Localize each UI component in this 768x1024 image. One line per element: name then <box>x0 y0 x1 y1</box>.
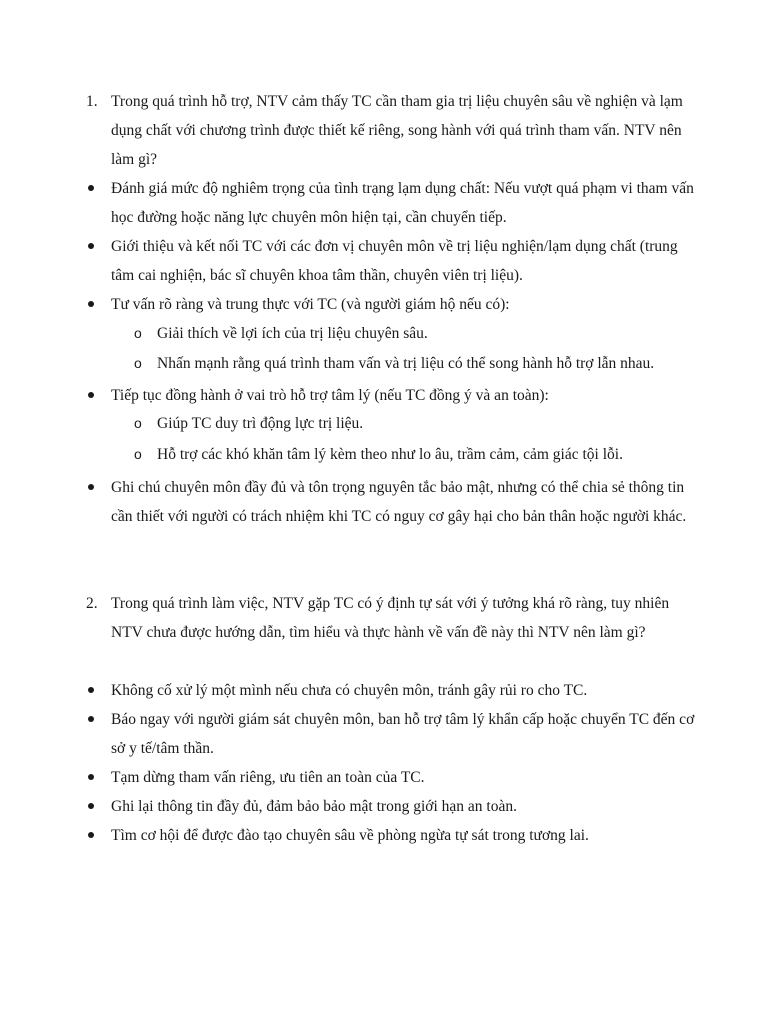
list-item: Ghi chú chuyên môn đầy đủ và tôn trọng nguyên tắc bảo mật, nhưng có thể chia sẻ thông tin cần thiết với người có trách nhiệm khi TC có nguy cơ gây hại cho bản thân hoặc người khác. <box>111 479 687 525</box>
bullet-icon <box>88 716 94 722</box>
sub-bullet-icon: o <box>134 415 142 431</box>
bullet-icon <box>88 185 94 191</box>
sub-list-item: Giúp TC duy trì động lực trị liệu. <box>157 415 364 432</box>
bullet-icon <box>88 774 94 780</box>
bullet-icon <box>88 803 94 809</box>
list-item: Tìm cơ hội để được đào tạo chuyên sâu về phòng ngừa tự sát trong tương lai. <box>111 827 589 844</box>
list-item: Tiếp tục đồng hành ở vai trò hỗ trợ tâm lý (nếu TC đồng ý và an toàn): <box>111 387 549 404</box>
bullet-icon <box>88 687 94 693</box>
bullet-icon <box>88 392 94 398</box>
bullet-icon <box>88 301 94 307</box>
question-number: 1. <box>86 93 98 110</box>
bullet-icon <box>88 832 94 838</box>
list-item: Giới thiệu và kết nối TC với các đơn vị chuyên môn về trị liệu nghiện/lạm dụng chất (trung tâm cai nghiện, bác sĩ chuyên khoa tâm thần, chuyên viên trị liệu). <box>111 238 678 284</box>
list-item: Ghi lại thông tin đầy đủ, đảm bảo bảo mật trong giới hạn an toàn. <box>111 798 517 815</box>
sub-bullet-icon: o <box>134 355 142 371</box>
bullet-icon <box>88 243 94 249</box>
list-item: Không cố xử lý một mình nếu chưa có chuyên môn, tránh gây rủi ro cho TC. <box>111 682 588 699</box>
question-text: Trong quá trình hỗ trợ, NTV cảm thấy TC cần tham gia trị liệu chuyên sâu về nghiện và lạm dụng chất với chương trình được thiết kế riêng, song hành với quá trình tham vấn. NTV nên làm gì? <box>111 93 683 168</box>
list-item: Đánh giá mức độ nghiêm trọng của tình trạng lạm dụng chất: Nếu vượt quá phạm vi tham vấn học đường hoặc năng lực chuyên môn hiện tại, cần chuyển tiếp. <box>111 180 694 226</box>
sub-list-item: Nhấn mạnh rằng quá trình tham vấn và trị liệu có thể song hành hỗ trợ lẫn nhau. <box>157 355 655 372</box>
bullet-icon <box>88 484 94 490</box>
sub-list-item: Giải thích về lợi ích của trị liệu chuyên sâu. <box>157 325 428 342</box>
question-number: 2. <box>86 595 98 612</box>
list-item: Tư vấn rõ ràng và trung thực với TC (và người giám hộ nếu có): <box>111 296 510 313</box>
sub-list-item: Hỗ trợ các khó khăn tâm lý kèm theo như lo âu, trầm cảm, cảm giác tội lỗi. <box>157 446 623 463</box>
list-item: Báo ngay với người giám sát chuyên môn, ban hỗ trợ tâm lý khẩn cấp hoặc chuyển TC đến cơ sở y tế/tâm thần. <box>111 711 695 757</box>
sub-bullet-icon: o <box>134 446 142 462</box>
sub-bullet-icon: o <box>134 325 142 341</box>
list-item: Tạm dừng tham vấn riêng, ưu tiên an toàn của TC. <box>111 769 425 786</box>
question-text: Trong quá trình làm việc, NTV gặp TC có ý định tự sát với ý tưởng khá rõ ràng, tuy nhiên NTV chưa được hướng dẫn, tìm hiểu và thực hành về vấn đề này thì NTV nên làm gì? <box>111 595 670 641</box>
